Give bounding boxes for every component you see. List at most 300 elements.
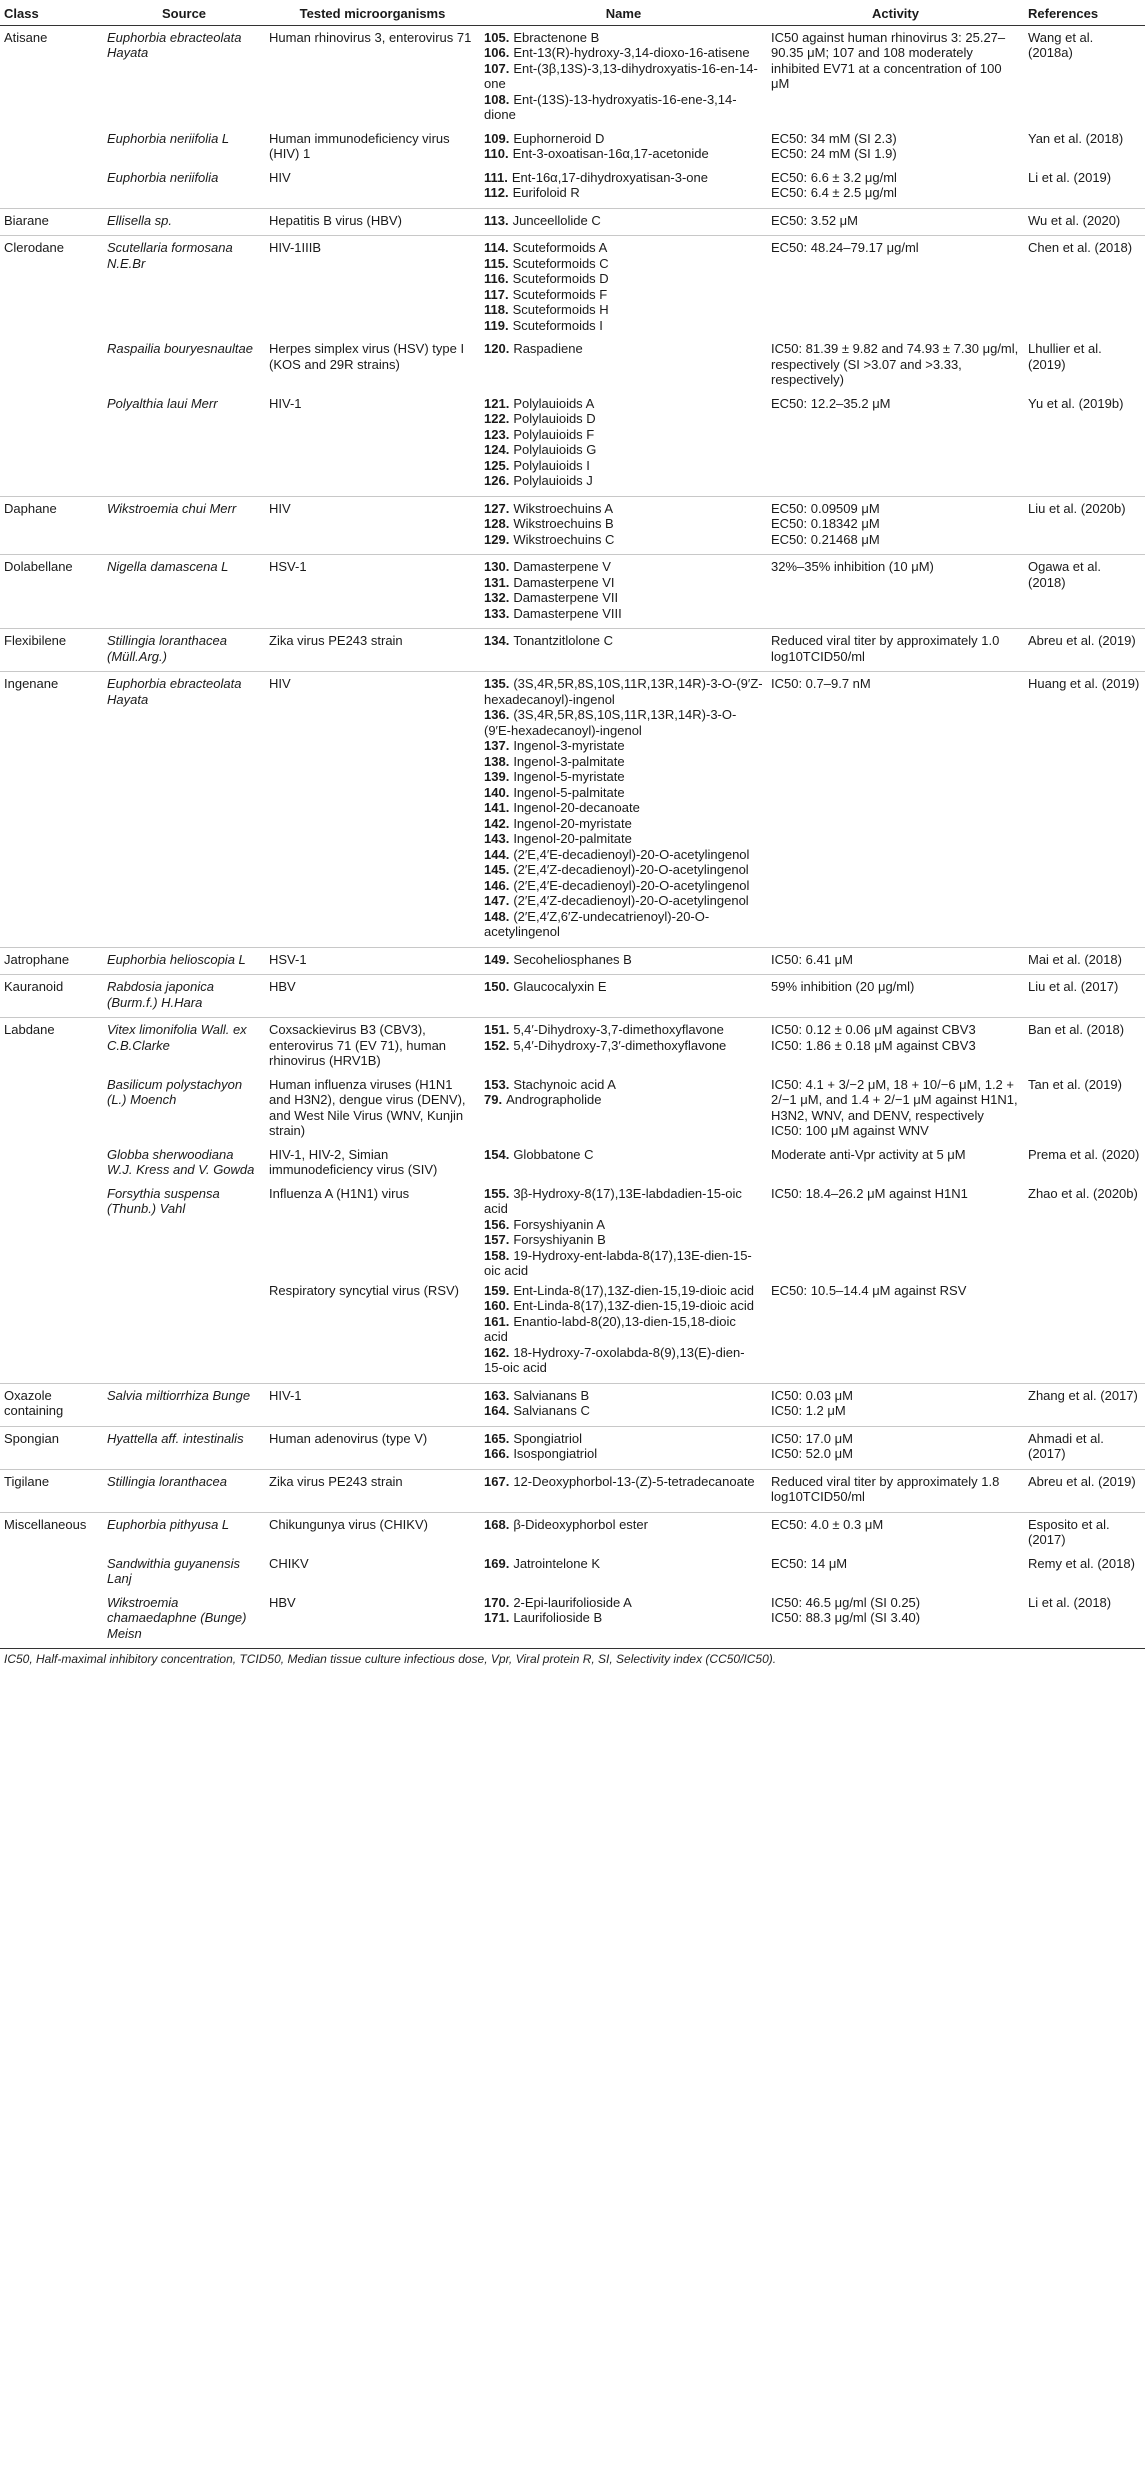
compound-number: 134.: [484, 633, 510, 648]
compound-name-cell: [480, 1071, 767, 1141]
microorganism-cell: Chikungunya virus (CHIKV): [265, 1512, 480, 1550]
header-references: References: [1024, 0, 1145, 25]
compound-entry: [484, 1595, 763, 1611]
activity-cell: IC50: 6.41 μM: [767, 947, 1024, 975]
reference-cell: Yan et al. (2018): [1028, 130, 1124, 146]
table-row: [0, 1180, 1145, 1281]
table-header-row: [0, 0, 1145, 25]
compound-entry: [484, 831, 763, 847]
compound-number: 151.: [484, 1022, 510, 1037]
compound-name: Wikstroechuins A: [513, 500, 614, 516]
compound-name: Ent-Linda-8(17),13Z-dien-15,19-dioic acid: [513, 1282, 754, 1298]
compound-entry: [484, 769, 763, 785]
compound-number: 147.: [484, 893, 510, 908]
class-cell: Atisane: [0, 25, 103, 125]
compound-number: 117.: [484, 286, 509, 302]
compound-entry: [484, 1147, 763, 1163]
reference-cell: Esposito et al. (2017): [1024, 1512, 1145, 1550]
table-row: [0, 947, 1145, 975]
activity-cell: IC50: 18.4–26.2 μM against H1N1: [771, 1185, 968, 1201]
class-cell: Flexibilene: [0, 629, 103, 672]
compound-name: (2′E,4′Z,6′Z-undecatrienoyl)-20-O-acetylingenol: [484, 908, 710, 939]
compound-number: 170.: [484, 1594, 510, 1610]
compound-entry: [484, 1403, 763, 1419]
activity-cell: EC50: 12.2–35.2 μM: [771, 395, 891, 411]
compound-name-cell: [480, 555, 767, 629]
compound-entry: [484, 909, 763, 940]
header-source: Source: [103, 0, 265, 25]
compound-number: 110.: [484, 146, 509, 161]
compound-entry: [484, 1446, 763, 1462]
class-cell: [0, 390, 103, 497]
reference-cell: Li et al. (2018): [1028, 1594, 1112, 1610]
compound-entry: [484, 847, 763, 863]
compound-name: Damasterpene VII: [513, 590, 619, 605]
class-cell: Jatrophane: [0, 947, 103, 975]
compound-name-cell: [480, 496, 767, 555]
compound-number: 149.: [484, 951, 510, 967]
compound-number: 146.: [484, 877, 510, 893]
compound-name: Scuteformoids C: [512, 255, 609, 271]
compound-name: Scuteformoids F: [512, 286, 608, 302]
compound-number: 159.: [484, 1282, 510, 1298]
compound-name-cell: [480, 390, 767, 497]
reference-cell: Zhang et al. (2017): [1024, 1383, 1145, 1426]
compound-name: Spongiatriol: [513, 1430, 582, 1446]
class-cell: Labdane: [0, 1018, 103, 1071]
microorganism-cell: Herpes simplex virus (HSV) type I (KOS and 29R strains): [269, 341, 465, 372]
compound-name: Wikstroechuins C: [513, 531, 615, 547]
table-row: [0, 555, 1145, 629]
reference-cell: Chen et al. (2018): [1024, 236, 1145, 336]
compound-number: 138.: [484, 753, 510, 769]
compound-name-cell: [480, 672, 767, 948]
compound-number: 161.: [484, 1313, 510, 1329]
compound-entry: [484, 1345, 763, 1376]
compound-number: 163.: [484, 1387, 510, 1403]
microorganism-cell: Zika virus PE243 strain: [265, 629, 480, 672]
source-cell: Euphorbia pithyusa L: [103, 1512, 265, 1550]
compound-name-cell: [480, 125, 767, 164]
compound-number: 158.: [484, 1247, 510, 1263]
compound-number: 108.: [484, 91, 510, 107]
class-cell: Dolabellane: [0, 555, 103, 629]
compound-number: 115.: [484, 255, 509, 271]
compound-name: Ingenol-5-myristate: [513, 769, 625, 784]
table-row: [0, 1071, 1145, 1141]
source-cell: Euphorbia ebracteolata Hayata: [103, 672, 265, 948]
reference-cell: Liu et al. (2020b): [1024, 496, 1145, 555]
compound-name-cell: [480, 1383, 767, 1426]
compound-entry: [484, 170, 763, 186]
class-cell: Ingenane: [0, 672, 103, 948]
compound-number: 114.: [484, 240, 509, 255]
table-row: [0, 125, 1145, 164]
class-cell: Clerodane: [0, 236, 103, 336]
compound-entry: [484, 45, 763, 61]
compound-entry: [484, 185, 763, 201]
compound-name-cell: [480, 236, 767, 336]
compound-name: Laurifolioside B: [513, 1610, 603, 1625]
compound-name: (2′E,4′Z-decadienoyl)-20-O-acetylingenol: [513, 893, 749, 908]
compound-name: (2′E,4′E-decadienoyl)-20-O-acetylingenol: [513, 846, 750, 862]
class-cell: [0, 1071, 103, 1141]
compound-name: Ingenol-3-myristate: [513, 738, 625, 753]
reference-cell: Ahmadi et al. (2017): [1024, 1426, 1145, 1469]
compound-number: 143.: [484, 831, 510, 846]
microorganism-cell: HIV: [265, 672, 480, 948]
class-cell: [0, 1550, 103, 1589]
compound-name: Ent-16α,17-dihydroxyatisan-3-one: [511, 169, 708, 185]
table-row: [0, 629, 1145, 672]
compound-number: 148.: [484, 908, 510, 924]
compound-entry: [484, 707, 763, 738]
table-row: [0, 1550, 1145, 1589]
compound-entry: [484, 816, 763, 832]
compound-name: Forsyshiyanin B: [513, 1232, 606, 1247]
compound-entry: [484, 878, 763, 894]
compound-entry: [484, 287, 763, 303]
source-cell: Hyattella aff. intestinalis: [103, 1426, 265, 1469]
compound-name-cell: [480, 1426, 767, 1469]
compound-number: 121.: [484, 395, 510, 411]
compound-number: 132.: [484, 590, 510, 605]
compound-name-cell: [480, 629, 767, 672]
compound-number: 120.: [484, 341, 510, 356]
compound-entry: [484, 1077, 763, 1093]
reference-cell: Abreu et al. (2019): [1024, 1469, 1145, 1512]
compound-entry: [484, 302, 763, 318]
microorganism-cell: Human immunodeficiency virus (HIV) 1: [269, 130, 450, 161]
compound-name-cell: [480, 164, 767, 209]
source-cell: Sandwithia guyanensis Lanj: [107, 1555, 240, 1586]
source-cell: Ellisella sp.: [103, 208, 265, 236]
class-cell: Miscellaneous: [0, 1512, 103, 1550]
source-cell: Scutellaria formosana N.E.Br: [103, 236, 265, 336]
compound-entry: [484, 1186, 763, 1217]
compound-entry: [484, 341, 763, 357]
compound-name: Damasterpene V: [513, 559, 611, 574]
table-row: [0, 236, 1145, 336]
activity-cell: 59% inhibition (20 μg/ml): [767, 975, 1024, 1018]
microorganism-cell: HIV-1, HIV-2, Simian immunodeficiency virus (SIV): [269, 1146, 438, 1177]
compound-entry: [484, 738, 763, 754]
compound-number: 145.: [484, 862, 510, 877]
source-cell: [103, 1281, 265, 1384]
compound-name-cell: [480, 1512, 767, 1550]
compound-number: 135.: [484, 676, 510, 691]
activity-cell: IC50 against human rhinovirus 3: 25.27–90.35 μM; 107 and 108 moderately inhibited EV71 at a concentration of 100 μM: [767, 25, 1024, 125]
compound-entry: [484, 1474, 763, 1490]
compound-entry: [484, 1248, 763, 1279]
compound-number: 168.: [484, 1516, 510, 1532]
compound-name: Globbatone C: [513, 1146, 594, 1162]
compound-name: Ent-(3β,13S)-3,13-dihydroxyatis-16-en-14-one: [484, 60, 758, 91]
source-cell: Globba sherwoodiana W.J. Kress and V. Gowda: [107, 1146, 255, 1177]
compound-entry: [484, 676, 763, 707]
table-row: [0, 672, 1145, 948]
compound-number: 127.: [484, 500, 510, 516]
compound-number: 107.: [484, 60, 510, 76]
header-class: Class: [0, 0, 103, 25]
reference-cell: Yu et al. (2019b): [1028, 395, 1124, 411]
compound-name: Ent-13(R)-hydroxy-3,14-dioxo-16-atisene: [513, 45, 750, 60]
reference-cell: Zhao et al. (2020b): [1028, 1185, 1138, 1201]
class-cell: Tigilane: [0, 1469, 103, 1512]
compound-number: 113.: [484, 212, 509, 228]
activity-cell: EC50: 14 μM: [771, 1555, 848, 1571]
compound-name: (3S,4R,5R,8S,10S,11R,13R,14R)-3-O-(9′Z-hexadecanoyl)-ingenol: [484, 676, 763, 707]
class-cell: [0, 335, 103, 390]
compound-entry: [484, 213, 763, 229]
compound-name: Scuteformoids I: [512, 317, 603, 333]
compound-number: 124.: [484, 442, 510, 457]
compound-number: 136.: [484, 707, 510, 722]
compound-number: 156.: [484, 1216, 510, 1232]
activity-cell: EC50: 0.09509 μM EC50: 0.18342 μM EC50: 0.21468 μM: [767, 496, 1024, 555]
compound-name: Wikstroechuins B: [513, 516, 614, 531]
compound-entry: [484, 754, 763, 770]
compound-name: 3β-Hydroxy-8(17),13E-labdadien-15-oic acid: [484, 1185, 742, 1216]
compound-name: 12-Deoxyphorbol-13-(Z)-5-tetradecanoate: [513, 1473, 755, 1489]
compound-entry: [484, 800, 763, 816]
table-row: [0, 1141, 1145, 1180]
compound-entry: [484, 318, 763, 334]
compound-number: 131.: [484, 574, 510, 590]
table-row: [0, 1281, 1145, 1384]
compound-name: Polylauioids F: [513, 426, 595, 442]
reference-cell: Ban et al. (2018): [1024, 1018, 1145, 1071]
compound-entry: [484, 442, 763, 458]
compound-entry: [484, 1038, 763, 1054]
compound-name: Ingenol-20-decanoate: [513, 800, 640, 815]
compound-entry: [484, 785, 763, 801]
source-cell: Euphorbia neriifolia: [107, 169, 219, 185]
microorganism-cell: HIV-1IIIB: [265, 236, 480, 336]
reference-cell: Wu et al. (2020): [1024, 208, 1145, 236]
compound-name: Forsyshiyanin A: [513, 1216, 606, 1232]
source-cell: Raspailia bouryesnaultae: [107, 341, 253, 356]
compound-name: 2-Epi-laurifolioside A: [513, 1594, 632, 1610]
activity-cell: IC50: 46.5 μg/ml (SI 0.25) IC50: 88.3 μg/ml (SI 3.40): [771, 1594, 921, 1625]
compound-entry: [484, 240, 763, 256]
compound-entry: [484, 532, 763, 548]
compound-number: 164.: [484, 1403, 510, 1418]
activity-cell: Moderate anti-Vpr activity at 5 μM: [771, 1146, 966, 1162]
compound-number: 125.: [484, 457, 510, 473]
source-cell: Polyalthia laui Merr: [107, 395, 218, 411]
compound-entry: [484, 146, 763, 162]
compound-name-cell: [480, 1281, 767, 1384]
table-row: [0, 208, 1145, 236]
class-cell: [0, 1589, 103, 1649]
microorganism-cell: HSV-1: [265, 947, 480, 975]
compound-name: Jatrointelone K: [513, 1555, 601, 1571]
compound-name: (2′E,4′E-decadienoyl)-20-O-acetylingenol: [513, 877, 750, 893]
compound-name: Scuteformoids H: [512, 302, 609, 317]
compound-name: Ent-(13S)-13-hydroxyatis-16-ene-3,14-dione: [484, 91, 737, 122]
source-cell: Euphorbia ebracteolata Hayata: [103, 25, 265, 125]
source-cell: Wikstroemia chui Merr: [103, 496, 265, 555]
compound-entry: [484, 92, 763, 123]
reference-cell: [1024, 1281, 1145, 1384]
compound-entry: [484, 516, 763, 532]
compound-number: 112.: [484, 185, 509, 200]
compound-number: 119.: [484, 317, 509, 333]
table-row: [0, 975, 1145, 1018]
header-activity: Activity: [767, 0, 1024, 25]
activity-cell: IC50: 17.0 μM IC50: 52.0 μM: [767, 1426, 1024, 1469]
activity-cell: IC50: 4.1 + 3/−2 μM, 18 + 10/−6 μM, 1.2 + 2/−1 μM, and 1.4 + 2/−1 μM against H1N1, H3N2, WNV, and DENV, respectively IC50: 100 μM against WNV: [771, 1076, 1018, 1138]
compound-name-cell: [480, 975, 767, 1018]
compound-name-cell: [480, 25, 767, 125]
compound-entry: [484, 893, 763, 909]
compound-name: 5,4′-Dihydroxy-3,7-dimethoxyflavone: [513, 1022, 724, 1037]
compound-name: Polylauioids G: [513, 442, 597, 457]
compound-name: β-Dideoxyphorbol ester: [513, 1516, 648, 1532]
class-cell: Spongian: [0, 1426, 103, 1469]
activity-cell: Reduced viral titer by approximately 1.8 log10TCID50/ml: [767, 1469, 1024, 1512]
microorganism-cell: Respiratory syncytial virus (RSV): [269, 1282, 459, 1298]
activity-cell: EC50: 34 mM (SI 2.3) EC50: 24 mM (SI 1.9): [771, 130, 897, 161]
compound-entry: [484, 501, 763, 517]
compound-entry: [484, 473, 763, 489]
compound-name-cell: [480, 208, 767, 236]
compound-number: 122.: [484, 411, 510, 426]
source-cell: Rabdosia japonica (Burm.f.) H.Hara: [103, 975, 265, 1018]
compound-name: Tonantzitlolone C: [513, 633, 614, 648]
compound-entry: [484, 411, 763, 427]
compound-name-cell: [480, 947, 767, 975]
compound-name: Eurifoloid R: [512, 185, 580, 200]
reference-cell: Liu et al. (2017): [1024, 975, 1145, 1018]
compound-number: 111.: [484, 169, 508, 185]
compound-number: 109.: [484, 130, 510, 146]
microorganism-cell: HIV-1: [265, 1383, 480, 1426]
compound-name: Scuteformoids A: [512, 240, 608, 255]
source-cell: Vitex limonifolia Wall. ex C.B.Clarke: [103, 1018, 265, 1071]
compound-entry: [484, 1556, 763, 1572]
compound-number: 150.: [484, 979, 510, 994]
activity-cell: IC50: 0.7–9.7 nM: [767, 672, 1024, 948]
microorganism-cell: HBV: [265, 975, 480, 1018]
microorganism-cell: Zika virus PE243 strain: [265, 1469, 480, 1512]
reference-cell: Mai et al. (2018): [1024, 947, 1145, 975]
compound-name: Secoheliosphanes B: [513, 951, 632, 967]
table-row: [0, 335, 1145, 390]
compound-entry: [484, 1022, 763, 1038]
compound-name: Ingenol-20-palmitate: [513, 831, 632, 846]
compound-entry: [484, 256, 763, 272]
table-row: [0, 390, 1145, 497]
compound-name: 18-Hydroxy-7-oxolabda-8(9),13(E)-dien-15-oic acid: [484, 1344, 745, 1375]
class-cell: [0, 164, 103, 209]
compound-name: Salvianans B: [513, 1387, 590, 1403]
compound-entry: [484, 606, 763, 622]
compound-name: Euphorneroid D: [513, 130, 605, 146]
compound-name-cell: [480, 1018, 767, 1071]
table-row: [0, 1426, 1145, 1469]
activity-cell: 32%–35% inhibition (10 μM): [767, 555, 1024, 629]
compound-number: 118.: [484, 302, 509, 317]
activity-cell: EC50: 48.24–79.17 μg/ml: [767, 236, 1024, 336]
source-cell: Euphorbia helioscopia L: [103, 947, 265, 975]
microorganism-cell: HIV: [269, 169, 291, 185]
compound-entry: [484, 458, 763, 474]
compound-name: Andrographolide: [506, 1092, 602, 1107]
source-cell: Nigella damascena L: [103, 555, 265, 629]
reference-cell: Remy et al. (2018): [1028, 1555, 1135, 1571]
compound-entry: [484, 1610, 763, 1626]
compound-name: Ebractenone B: [513, 29, 600, 45]
class-cell: [0, 1180, 103, 1281]
compound-number: 171.: [484, 1610, 510, 1625]
activity-cell: EC50: 10.5–14.4 μM against RSV: [771, 1282, 967, 1298]
source-cell: Stillingia loranthacea: [103, 1469, 265, 1512]
microorganism-cell: HBV: [269, 1594, 296, 1610]
activity-cell: IC50: 0.12 ± 0.06 μM against CBV3 IC50: 1.86 ± 0.18 μM against CBV3: [767, 1018, 1024, 1071]
compound-name: Raspadiene: [513, 341, 583, 356]
compound-entry: [484, 862, 763, 878]
compound-number: 140.: [484, 784, 510, 800]
compound-name: Ingenol-20-myristate: [513, 815, 632, 831]
compound-name: Stachynoic acid A: [513, 1076, 616, 1092]
compound-number: 162.: [484, 1344, 510, 1360]
compound-number: 144.: [484, 846, 510, 862]
compound-number: 123.: [484, 426, 510, 442]
compound-number: 141.: [484, 800, 510, 815]
compound-name: Ent-3-oxoatisan-16α,17-acetonide: [512, 146, 709, 161]
compound-name: (2′E,4′Z-decadienoyl)-20-O-acetylingenol: [513, 862, 749, 877]
compound-name: Damasterpene VIII: [513, 605, 622, 621]
compound-name-cell: [480, 335, 767, 390]
compound-number: 126.: [484, 473, 510, 488]
compound-number: 130.: [484, 559, 510, 574]
activity-cell: EC50: 3.52 μM: [767, 208, 1024, 236]
compound-number: 157.: [484, 1232, 510, 1247]
compound-number: 142.: [484, 815, 510, 831]
compound-name: Isospongiatriol: [513, 1446, 598, 1461]
table-row: [0, 496, 1145, 555]
compound-entry: [484, 559, 763, 575]
compound-name: Ingenol-3-palmitate: [513, 753, 625, 769]
compound-number: 139.: [484, 769, 510, 784]
compound-entry: [484, 1283, 763, 1299]
compound-entry: [484, 1314, 763, 1345]
compound-number: 105.: [484, 29, 510, 45]
compound-number: 166.: [484, 1446, 510, 1461]
compound-name: 19-Hydroxy-ent-labda-8(17),13E-dien-15-oic acid: [484, 1247, 752, 1278]
compound-number: 155.: [484, 1185, 510, 1201]
microorganism-cell: Human rhinovirus 3, enterovirus 71: [265, 25, 480, 125]
compound-entry: [484, 1431, 763, 1447]
table-row: [0, 25, 1145, 125]
compound-entry: [484, 590, 763, 606]
compound-name: Polylauioids A: [513, 395, 595, 411]
compound-entry: [484, 979, 763, 995]
compound-name: Damasterpene VI: [513, 574, 615, 590]
compound-entry: [484, 1092, 763, 1108]
reference-cell: Ogawa et al. (2018): [1024, 555, 1145, 629]
compound-name: Ingenol-5-palmitate: [513, 784, 625, 800]
compound-number: 160.: [484, 1298, 510, 1313]
source-cell: Basilicum polystachyon (L.) Moench: [107, 1076, 243, 1107]
compound-number: 154.: [484, 1146, 510, 1162]
compound-number: 116.: [484, 271, 509, 286]
compound-number: 153.: [484, 1076, 510, 1092]
class-cell: Daphane: [0, 496, 103, 555]
activity-cell: IC50: 0.03 μM IC50: 1.2 μM: [767, 1383, 1024, 1426]
